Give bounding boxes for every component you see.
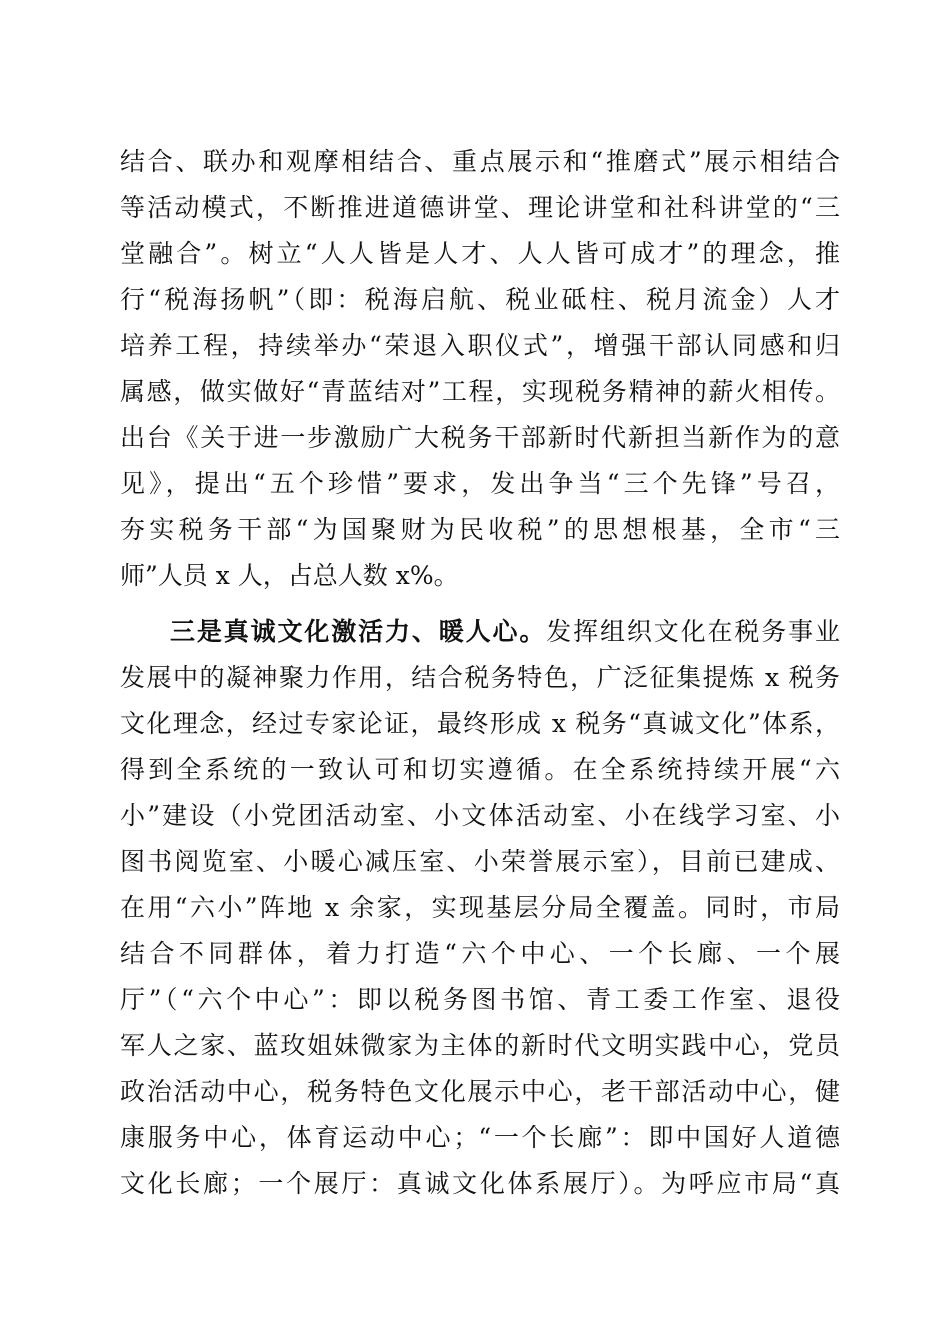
paragraph1-line-10: 师”人员 x 人，占总人数 x%。	[120, 561, 459, 590]
paragraph1-line-6: 属感，做实做好“青蓝结对”工程，实现税务精神的薪火相传。	[120, 377, 840, 406]
paragraph2-first-line-rest: 发挥组织文化在税务事业	[546, 617, 840, 646]
paragraph2-line-7: 在用“六小”阵地 x 余家，实现基层分局全覆盖。同时，市局	[120, 893, 840, 922]
paragraph2-line-8: 结合不同群体，着力打造“六个中心、一个长廊、一个展	[120, 939, 840, 968]
paragraph2-line-3: 文化理念，经过专家论证，最终形成 x 税务“真诚文化”体系，	[120, 709, 840, 738]
paragraph2-line-5: 小”建设（小党团活动室、小文体活动室、小在线学习室、小	[120, 801, 840, 830]
paragraph1-line-7: 出台《关于进一步激励广大税务干部新时代新担当新作为的意	[120, 423, 840, 452]
paragraph2-first-line	[170, 610, 840, 654]
paragraph1-line-9: 夯实税务干部“为国聚财为民收税”的思想根基，全市“三	[120, 515, 840, 544]
paragraph1-line-1: 结合、联办和观摩相结合、重点展示和“推磨式”展示相结合	[120, 147, 840, 176]
paragraph2-line-2: 发展中的凝神聚力作用，结合税务特色，广泛征集提炼 x 税务	[120, 663, 840, 692]
paragraph2-line-11: 政治活动中心，税务特色文化展示中心，老干部活动中心，健	[120, 1077, 840, 1106]
paragraph2-line-12: 康服务中心，体育运动中心；“一个长廊”：即中国好人道德	[120, 1123, 840, 1152]
paragraph1-line-4: 行“税海扬帆”（即：税海启航、税业砥柱、税月流金）人才	[120, 285, 840, 314]
paragraph1-line-2: 等活动模式，不断推进道德讲堂、理论讲堂和社科讲堂的“三	[120, 193, 840, 222]
paragraph1-line-3: 堂融合”。树立“人人皆是人才、人人皆可成才”的理念，推	[120, 239, 840, 268]
paragraph2-line-9: 厅”（“六个中心”：即以税务图书馆、青工委工作室、退役	[120, 985, 840, 1014]
paragraph1-line-8: 见》，提出“五个珍惜”要求，发出争当“三个先锋”号召，	[120, 469, 840, 498]
paragraph2-line-10: 军人之家、蓝玫姐妹微家为主体的新时代文明实践中心，党员	[120, 1031, 840, 1060]
paragraph2-line-6: 图书阅览室、小暖心减压室、小荣誉展示室），目前已建成、	[120, 847, 840, 876]
paragraph1-line-5: 培养工程，持续举办“荣退入职仪式”，增强干部认同感和归	[120, 331, 840, 360]
paragraph2-line-13: 文化长廊；一个展厅：真诚文化体系展厅）。为呼应市局“真	[120, 1169, 840, 1198]
paragraph2-heading: 三是真诚文化激活力、暖人心。	[170, 617, 547, 646]
paragraph2-line-4: 得到全系统的一致认可和切实遵循。在全系统持续开展“六	[120, 755, 840, 784]
